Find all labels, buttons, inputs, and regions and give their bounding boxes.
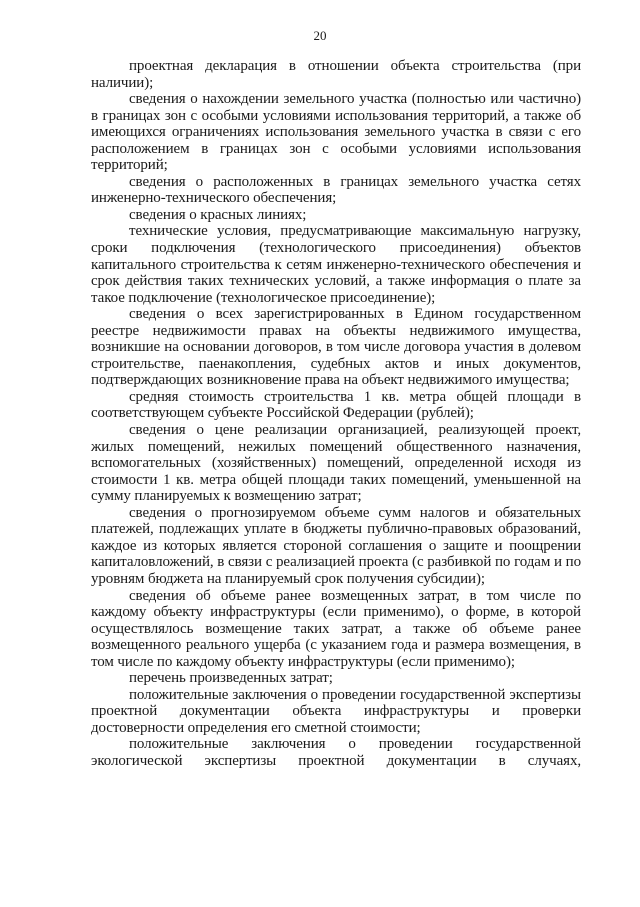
paragraph-red-lines: сведения о красных линиях; xyxy=(129,206,307,223)
paragraph-state-expertise: положительные заключения о проведении государственной экспертизы проектной документации объекта инфраструктуры и проверки достоверности определения его сметной стоимости; xyxy=(91,686,581,736)
paragraph-average-cost: средняя стоимость строительства 1 кв. метра общей площади в соответствующем субъекте Российской Федерации (рублей); xyxy=(91,388,581,422)
paragraph-forecast-taxes: сведения о прогнозируемом объеме сумм налогов и обязательных платежей, подлежащих уплате в бюджеты публично-правовых образований, каждое из которых является стороной соглашения о защите и поощрении капиталовложений, в связи с реализацией проекта (с разбивкой по годам и по уровням бюджета на планируемый срок получения субсидии); xyxy=(91,504,581,587)
paragraph-technical-conditions: технические условия, предусматривающие максимальную нагрузку, сроки подключения (технологического присоединения) объектов капитального строительства к сетям инженерно-технического обеспечения и срок действия таких технических условий, а также информация о плате за такое подключение (технологическое присоединение); xyxy=(91,223,581,306)
paragraph-reimbursed-costs: сведения об объеме ранее возмещенных затрат, в том числе по каждому объекту инфраструктуры (если применимо), о форме, в которой осуществлялось возмещение таких затрат, а также об объеме ранее возмещенного реального ущерба (с указанием года и размера возмещения, в том числе по каждому объекту инфраструктуры (если применимо); xyxy=(91,587,581,670)
page-number: 20 xyxy=(313,28,327,43)
paragraph-sale-price: сведения о цене реализации организацией, реализующей проект, жилых помещений, нежилых помещений общественного назначения, вспомогательных (хозяйственных) помещений, определенной исходя из стоимости 1 кв. метра общей площади таких помещений, уменьшенной на сумму планируемых к возмещению затрат; xyxy=(91,422,581,505)
paragraph-special-zones: сведения о нахождении земельного участка (полностью или частично) в границах зон с особыми условиями использования территорий, а также об имеющихся ограничениях использования земельного участка в связи с его расположением в границах зон с особыми условиями использования территорий; xyxy=(91,91,581,174)
paragraph-engineering-networks: сведения о расположенных в границах земельного участка сетях инженерно-технического обеспечения; xyxy=(91,173,581,207)
paragraph-registered-rights: сведения о всех зарегистрированных в Едином государственном реестре недвижимости правах на объекты недвижимого имущества, возникшие на основании договоров, в том числе договора участия в долевом строительстве, паенакопления, судебных актов и иных документов, подтверждающих возникновение права на объект недвижимого имущества; xyxy=(91,306,581,389)
paragraph-costs-list: перечень произведенных затрат; xyxy=(129,670,333,687)
paragraph-project-declaration: проектная декларация в отношении объекта строительства (при наличии); xyxy=(91,58,581,91)
document-body xyxy=(91,58,581,770)
paragraph-ecological-expertise: положительные заключения о проведении государственной экологической экспертизы проектной документации в случаях, xyxy=(91,736,581,769)
